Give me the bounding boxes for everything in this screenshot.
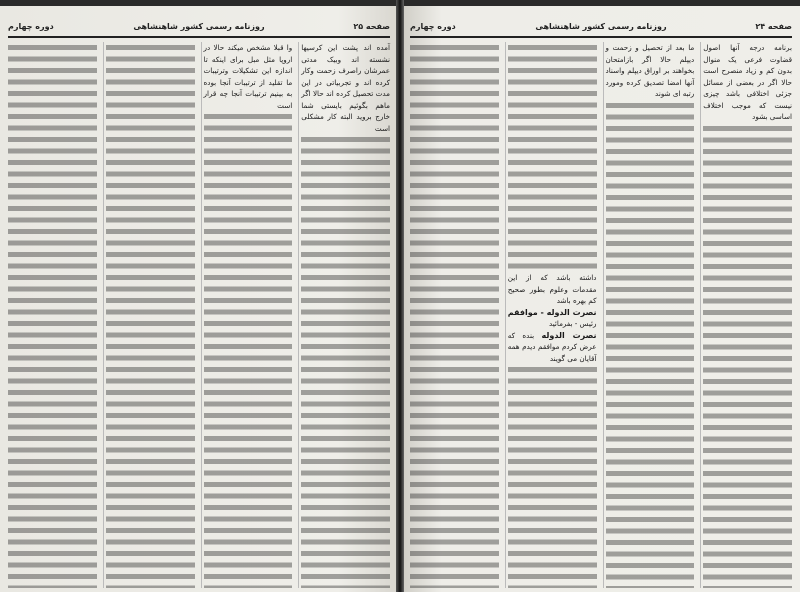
text-lines	[410, 42, 499, 588]
column-text: داشته باشد که از این مقدمات وعلوم بطور صحیح کم بهره باشد	[507, 273, 597, 305]
text-lines	[703, 123, 792, 589]
column-text: وا قبلا مشخص میکند حالا در اروپا مثل مبل برای اینکه تا اندازه این تشکیلات وترتیبات ما تقلید از ترتیبات آنجا بوده به بینیم ترتیبات آنجا چه قرار است	[203, 43, 293, 110]
text-column	[505, 42, 599, 588]
text-lines	[8, 42, 97, 588]
column-text: آمده اند پشت این کرسیها نشسته اند وبیک مدتی عمرشان راصرف زحمت وکار کرده اند و تجربیاتی در این مدت تحصیل کرده اند حالا اگر ماهم بگوئیم بایستی شما خارج بروید البته کار مشکلی است	[301, 43, 390, 133]
column-text: ما بعد از تحصیل و زحمت و دیپلم حالا اگر بازامتحان بخواهند بر اوراق دیپلم واسناد آنها امضا تصدیق کرده ومورد رتبه ای شوند	[605, 43, 695, 98]
text-lines	[301, 134, 390, 588]
page-header	[8, 20, 390, 36]
column-text: برنامه درجه آنها اصول قضاوت فرعی یک منوال بدون کم و زیاد منصرح است حالا اگر در بعضی از مسائل جزئی اختلافی باشد چیزی نیست که موجب اختلاف اساسی بشود	[703, 43, 792, 121]
text-column	[298, 42, 392, 588]
text-lines	[204, 111, 293, 588]
text-column	[700, 42, 794, 588]
book-gutter	[396, 0, 404, 592]
left-page	[0, 6, 398, 592]
page-header	[410, 20, 792, 36]
speaker-name: نصرت الدوله	[541, 330, 597, 340]
period-label: دوره چهارم	[8, 22, 54, 31]
newspaper-title: روزنامه رسمی کشور شاهنشاهی	[535, 22, 667, 31]
text-column	[201, 42, 295, 588]
page-number: صفحه ۲۵	[353, 22, 390, 31]
right-page	[402, 6, 800, 592]
text-lines	[508, 364, 597, 588]
text-column	[408, 42, 501, 588]
text-column	[6, 42, 99, 588]
header-rule	[8, 36, 390, 38]
text-lines	[508, 42, 597, 272]
period-label: دوره چهارم	[410, 22, 456, 31]
text-column	[603, 42, 697, 588]
speaker-line: رئیس - بفرمائید	[548, 319, 597, 328]
speaker-heading: نصرت الدوله - موافقم	[507, 307, 597, 317]
header-rule	[410, 36, 792, 38]
text-lines	[606, 100, 695, 589]
text-lines	[106, 42, 195, 588]
speech-text: بنده که عرض کردم موافقم دیدم همه آقایان می گویند	[507, 330, 597, 363]
newspaper-title: روزنامه رسمی کشور شاهنشاهی	[133, 22, 265, 31]
text-column	[103, 42, 197, 588]
page-number: صفحه ۲۴	[755, 22, 792, 31]
